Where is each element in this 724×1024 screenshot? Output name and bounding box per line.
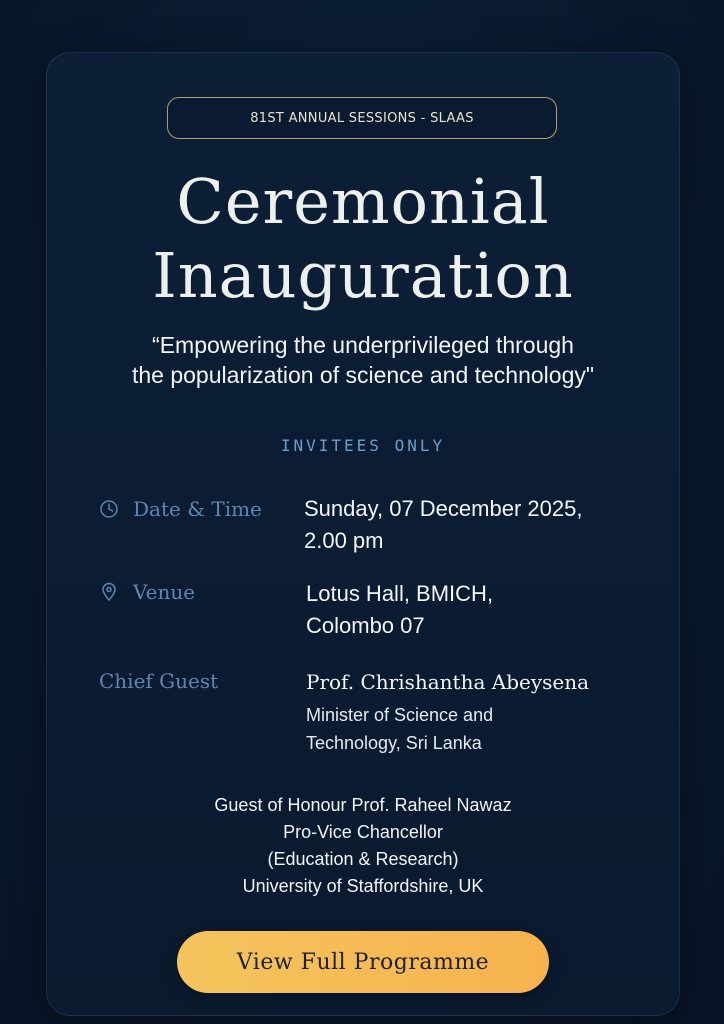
page-title xyxy=(47,165,679,313)
chief-guest-label: Chief Guest xyxy=(99,669,219,693)
venue-label: Venue xyxy=(133,580,196,604)
chief-guest-role xyxy=(306,701,589,757)
chief-guest-name: Prof. Chrishantha Abeysena xyxy=(306,670,590,694)
venue-value xyxy=(306,578,493,642)
date-time-label-group xyxy=(99,497,262,521)
theme-quote xyxy=(47,330,679,390)
guest-of-honour-line-3: (Education & Research) xyxy=(267,849,459,869)
title-line-2: Inauguration xyxy=(152,239,574,312)
location-pin-icon xyxy=(99,582,119,602)
theme-line-2: the popularization of science and technology" xyxy=(131,362,595,388)
date-time-label: Date & Time xyxy=(133,497,262,521)
venue-line-1: Lotus Hall, BMICH, xyxy=(306,581,494,606)
view-full-programme-button[interactable]: View Full Programme xyxy=(177,931,549,993)
theme-line-1: “Empowering the underprivileged through xyxy=(152,332,574,358)
clock-icon xyxy=(99,499,119,519)
chief-guest-role-line-2: Technology, Sri Lanka xyxy=(306,733,482,753)
chief-guest-role-line-1: Minister of Science and xyxy=(306,705,494,725)
title-line-1: Ceremonial xyxy=(176,165,550,238)
time-value: 2.00 pm xyxy=(304,528,384,553)
guest-of-honour-line-4: University of Staffordshire, UK xyxy=(242,876,484,896)
invitees-only-notice: INVITEES ONLY xyxy=(280,436,446,455)
venue-line-2: Colombo 07 xyxy=(306,613,425,638)
venue-label-group xyxy=(99,580,195,604)
sessions-badge-label: 81ST ANNUAL SESSIONS - SLAAS xyxy=(250,110,474,126)
guest-of-honour xyxy=(47,792,679,900)
guest-of-honour-line-1: Guest of Honour Prof. Raheel Nawaz xyxy=(214,795,512,815)
guest-of-honour-line-2: Pro-Vice Chancellor xyxy=(283,822,443,842)
date-time-value xyxy=(304,493,582,557)
date-value: Sunday, 07 December 2025, xyxy=(304,496,583,521)
sessions-badge xyxy=(167,97,557,139)
chief-guest-value xyxy=(306,667,589,757)
invitation-card xyxy=(46,52,680,1016)
